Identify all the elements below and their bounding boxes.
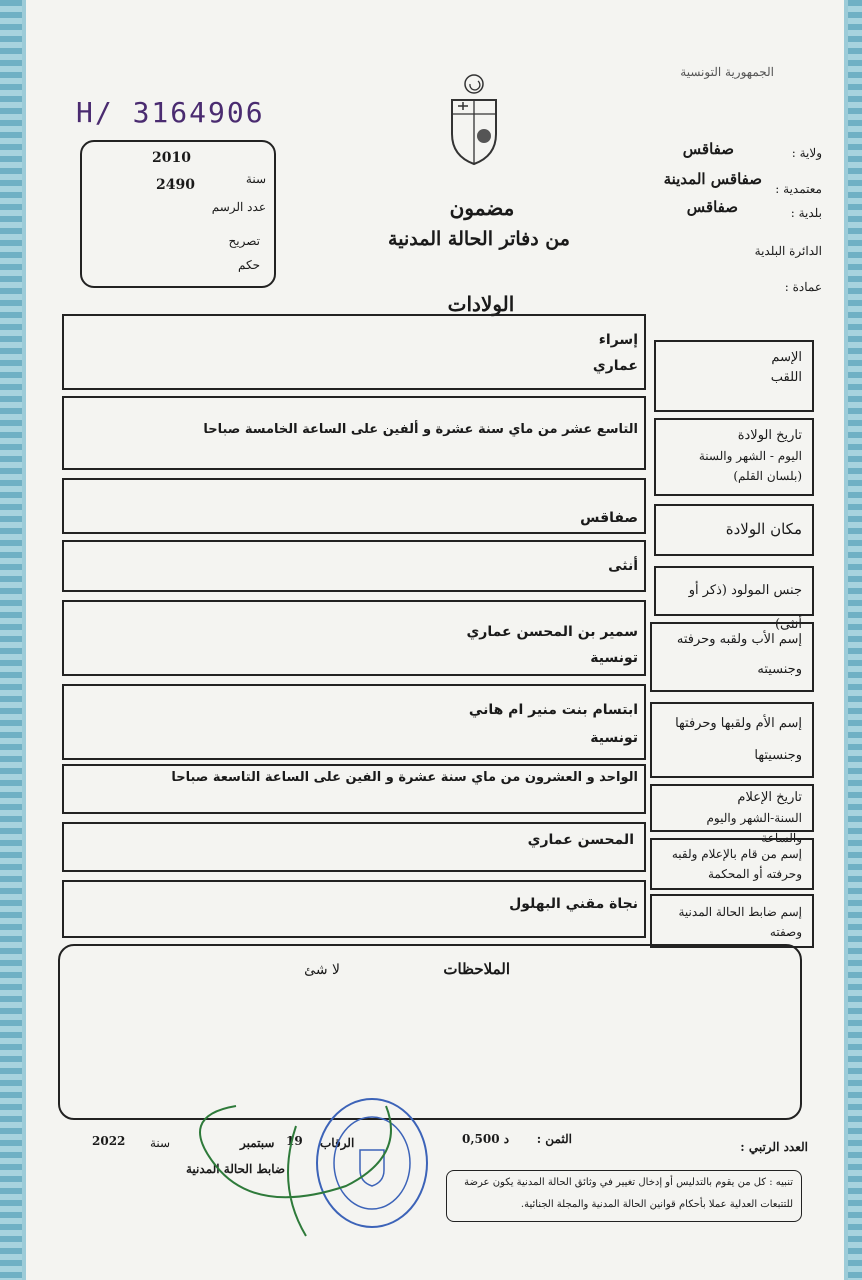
declaration-label: تصريح [228,234,260,248]
delegation-label: معتمدية : [775,182,822,196]
father-sublabel: وجنسيته [757,662,802,677]
district-label: الدائرة البلدية [754,244,822,258]
notice-line1: تنبيه : كل من يقوم بالتدليس أو إدخال تغيير في وثائق الحالة المدنية يكون عرضة [464,1177,793,1188]
declarant-label: إسم من قام بالإعلام ولقبه [671,847,802,861]
municipality-label: بلدية : [790,206,822,220]
tunisia-coat-of-arms-icon [446,72,502,168]
birth-date-note: (بلسان القلم) [733,469,802,483]
father-value: سمير بن المحسن عماري [466,624,638,640]
registration-number-label: عدد الرسم [211,200,266,214]
father-nationality: تونسية [590,650,638,666]
title-line1: مضمون [449,196,515,220]
declarant-sublabel: وحرفته أو المحكمة [707,867,802,881]
imada-label: عمادة : [784,280,822,294]
republic-header: الجمهورية التونسية [680,65,774,79]
governorate-value: صفاقس [682,140,734,158]
footer-year-label: سنة [150,1136,171,1150]
mother-nationality: تونسية [590,730,638,746]
birth-date-sublabel: اليوم - الشهر والسنة [698,449,802,463]
name-label: الإسم [771,350,802,365]
sex-value-box [62,540,646,592]
year-label: سنة [245,172,266,186]
father-label-box [650,622,814,692]
declarant-label-box [650,838,814,890]
name-value: إسراء [598,332,638,348]
title-line2: من دفاتر الحالة المدنية [388,228,570,250]
price-value: 0,500 د [462,1132,510,1146]
mother-value: ابتسام بنت منير ام هاني [468,702,638,718]
surname-value: عماري [592,358,638,374]
declaration-date-value-box [62,764,646,814]
delegation-value: صفاقس المدينة [663,170,762,188]
birth-date-value: التاسع عشر من ماي سنة عشرة و ألفين على الساعة الخامسة صباحا [203,422,638,437]
sex-value: أنثى [608,558,638,574]
officer-label: إسم ضابط الحالة المدنية [678,905,802,919]
officer-label-box [650,894,814,948]
sex-label-box [654,566,814,632]
notice-box [446,1170,802,1222]
registration-number-value: 2490 [156,177,195,193]
birth-certificate-page [22,0,848,1280]
declaration-date-sublabel: السنة-الشهر واليوم والساعة [706,811,802,845]
declarant-value: المحسن عماري [527,832,634,848]
left-border-pattern [0,0,22,1280]
date-day: 19 [286,1134,303,1148]
municipality-value: صفاقس [686,198,738,216]
birth-date-label: تاريخ الولادة [737,428,802,443]
remarks-box [58,944,802,1120]
serial-number: H/ 3164906 [76,96,265,129]
birth-place-value: صفاقس [580,510,638,526]
footer-year-value: 2022 [92,1134,126,1148]
price-label: الثمن : [536,1132,572,1146]
declaration-date-label: تاريخ الإعلام [737,790,802,805]
declaration-date-label-box [650,784,814,845]
birth-date-value-box [62,396,646,470]
registration-box [80,140,276,288]
signature-icon [176,1086,416,1246]
mother-label-box [650,702,814,778]
birth-place-label-box [654,504,814,556]
officer-title: ضابط الحالة المدنية [186,1162,286,1176]
officer-value-box [62,880,646,938]
remarks-value: لا شئ [304,962,340,978]
name-value-box [62,314,646,390]
birth-date-label-box [654,418,814,496]
judgment-label: حكم [237,258,260,272]
name-label-box [654,340,814,412]
declarant-value-box [62,822,646,872]
surname-label: اللقب [770,370,802,385]
section-title: الولادات [447,292,515,316]
footer-serial-label: العدد الرتبي : [740,1140,808,1154]
mother-label: إسم الأم ولقبها وحرفتها [675,716,802,731]
year-value: 2010 [152,150,191,166]
sex-label: جنس المولود (ذكر أو أنثى) [688,583,802,632]
officer-value: نجاة مقني البهلول [509,896,638,912]
birth-place-value-box [62,478,646,534]
date-month: سبتمبر [240,1136,275,1150]
mother-sublabel: وجنسيتها [754,748,802,763]
father-label: إسم الأب ولقبه وحرفته [676,632,802,647]
remarks-label: الملاحظات [443,960,510,978]
officer-sublabel: وصفته [769,925,802,939]
father-value-box [62,600,646,676]
governorate-label: ولاية : [791,146,822,160]
notice-line2: للتتبعات العدلية عملا بأحكام قوانين الحالة المدنية والمجلة الجنائية. [520,1199,793,1210]
birth-place-label: مكان الولادة [725,520,802,538]
declaration-date-value: الواحد و العشرون من ماي سنة عشرة و الفين على الساعة التاسعة صباحا [171,770,638,785]
mother-value-box [62,684,646,760]
seal-label: الرقاب [320,1136,355,1150]
